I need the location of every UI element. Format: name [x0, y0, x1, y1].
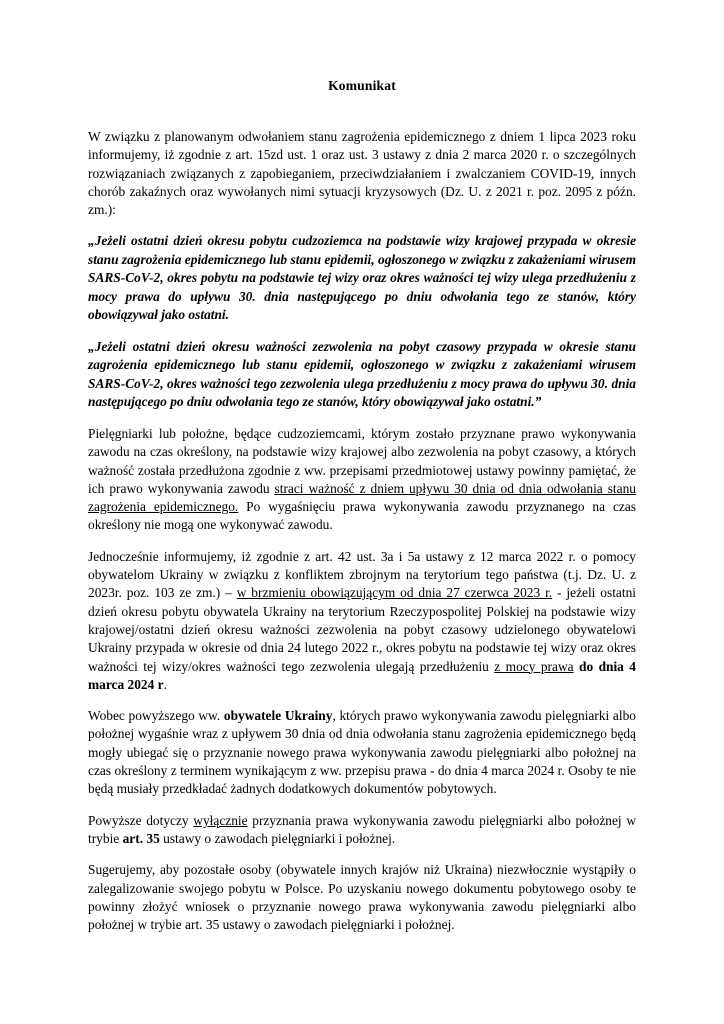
text-run: Pielęgniarki lub położne, będące cudzoziemcami, którym zostało przyznane prawo wykonywania zawodu na czas określony, na podstawie wizy krajowej albo zezwolenia na pobyt czasowy, a których ważność została przedłużona zgodnie z ww. przepisami przedmiotowej ustawy powinny pamiętać, że ich prawo wykonywania zawodu — [88, 425, 636, 496]
paragraph-suggestion — [88, 861, 636, 934]
text-run: Powyższe dotyczy — [88, 812, 194, 828]
paragraph-container — [88, 128, 636, 934]
text-run: straci ważność z dniem upływu 30 dnia od dnia odwołania stanu zagrożenia epidemicznego. — [88, 480, 636, 515]
text-run: „Jeżeli ostatni dzień okresu pobytu cudzoziemca na podstawie wizy krajowej przypada w okresie stanu zagrożenia epidemicznego lub stanu epidemii, ogłoszonego w związku z zakażeniami wirusem SARS-CoV-2, okres pobytu na podstawie tej wizy oraz okres ważności tej wizy ulega przedłużeniu z mocy prawa do upływu 30. dnia następującego po dniu odwołania tego ze stanów, który obowiązywał jako ostatni. — [88, 233, 636, 323]
paragraph-nurses — [88, 425, 636, 535]
text-run: „Jeżeli ostatni dzień okresu ważności zezwolenia na pobyt czasowy przypada w okresie stanu zagrożenia epidemicznego lub stanu epidemii, ogłoszonego w związku z zakażeniami wirusem SARS-CoV-2, okres ważności tego zezwolenia ulega przedłużeniu z mocy prawa do upływu 30. dnia następującego po dniu odwołania tego ze stanów, który obowiązywał jako ostatni.” — [88, 338, 636, 410]
text-run: przyznania prawa wykonywania zawodu pielęgniarki albo położnej w trybie — [88, 812, 636, 846]
text-run: Po wygaśnięciu prawa wykonywania zawodu przyznanego na czas określony nie mogą one wykonywać zawodu. — [88, 499, 637, 533]
text-run: W związku z planowanym odwołaniem stanu zagrożenia epidemicznego z dniem 1 lipca 2023 roku informujemy, iż zgodnie z art. 15zd ust. 1 oraz ust. 3 ustawy z dnia 2 marca 2020 r. o szczególnych rozwiązaniach związanych z zapobieganiem, przeciwdziałaniem i zwalczaniem COVID-19, innych chorób zakaźnych oraz wywołanych nimi sytuacji kryzysowych (Dz. U. z 2021 r. poz. 2095 z późn. zm.): — [88, 129, 636, 218]
paragraph-quote-2 — [88, 338, 636, 412]
text-run: wyłącznie — [193, 812, 248, 828]
document-body — [88, 78, 636, 947]
text-run: do dnia 4 marca 2024 r — [88, 658, 637, 692]
text-run: w brzmieniu obowiązującym od dnia 27 czerwca 2023 r. — [236, 585, 553, 601]
text-run: . — [163, 676, 167, 692]
text-run: ustawy o zawodach pielęgniarki i położnej. — [159, 830, 396, 846]
paragraph-ukraine — [88, 548, 636, 694]
text-run: art. 35 — [122, 830, 160, 846]
paragraph-quote-1 — [88, 232, 636, 325]
paragraph-intro — [88, 128, 636, 219]
paragraph-ukraine-citizens — [88, 707, 636, 798]
page-title: Komunikat — [328, 78, 396, 93]
text-run: , których prawo wykonywania zawodu pielęgniarki albo położnej wygaśnie wraz z upływem 30 dnia od dnia odwołania stanu zagrożenia epidemicznego będą mogły ubiegać się o przyznanie nowego prawa wykonywania zawodu pielęgniarki albo położnej na czas określony z terminem wynikającym z ww. przepisu prawa - do dnia 4 marca 2024 r. Osoby te nie będą musiały przedkładać żadnych dodatkowych dokumentów pobytowych. — [88, 708, 636, 797]
paragraph-exclusive — [88, 812, 636, 849]
text-run: Sugerujemy, aby pozostałe osoby (obywatele innych krajów niż Ukraina) niezwłocznie wystąpiły o zalegalizowanie swojego pobytu w Polsce. Po uzyskaniu nowego dokumentu pobytowego osoby te powinny złożyć wniosek o przyznanie nowego prawa wykonywania zawodu pielęgniarki albo położnej w trybie art. 35 ustawy o zawodach pielęgniarki i położnej. — [88, 862, 636, 933]
text-run: Wobec powyższego ww. — [88, 708, 224, 724]
text-run: obywatele Ukrainy — [223, 708, 333, 724]
text-run: Jednocześnie informujemy, iż zgodnie z art. 42 ust. 3a i 5a ustawy z 12 marca 2022 r. o pomocy obywatelom Ukrainy w związku z konfliktem zbrojnym na terytorium tego państwa (t.j. Dz. U. z 2023r. poz. 103 ze zm.) – — [88, 548, 636, 601]
text-run: - jeżeli ostatni dzień okresu pobytu obywatela Ukrainy na terytorium Rzeczypospolitej Polskiej na podstawie wizy krajowej/ostatni dzień okresu ważności zezwolenia na pobyt czasowy udzielonego obywatelowi Ukrainy przypada w okresie od dnia 24 lutego 2022 r., okres pobytu na podstawie tej wizy oraz okres ważności tej wizy/okres ważności tego zezwolenia ulegają przedłużeniu — [88, 585, 636, 674]
text-run: z mocy prawa — [494, 658, 574, 674]
